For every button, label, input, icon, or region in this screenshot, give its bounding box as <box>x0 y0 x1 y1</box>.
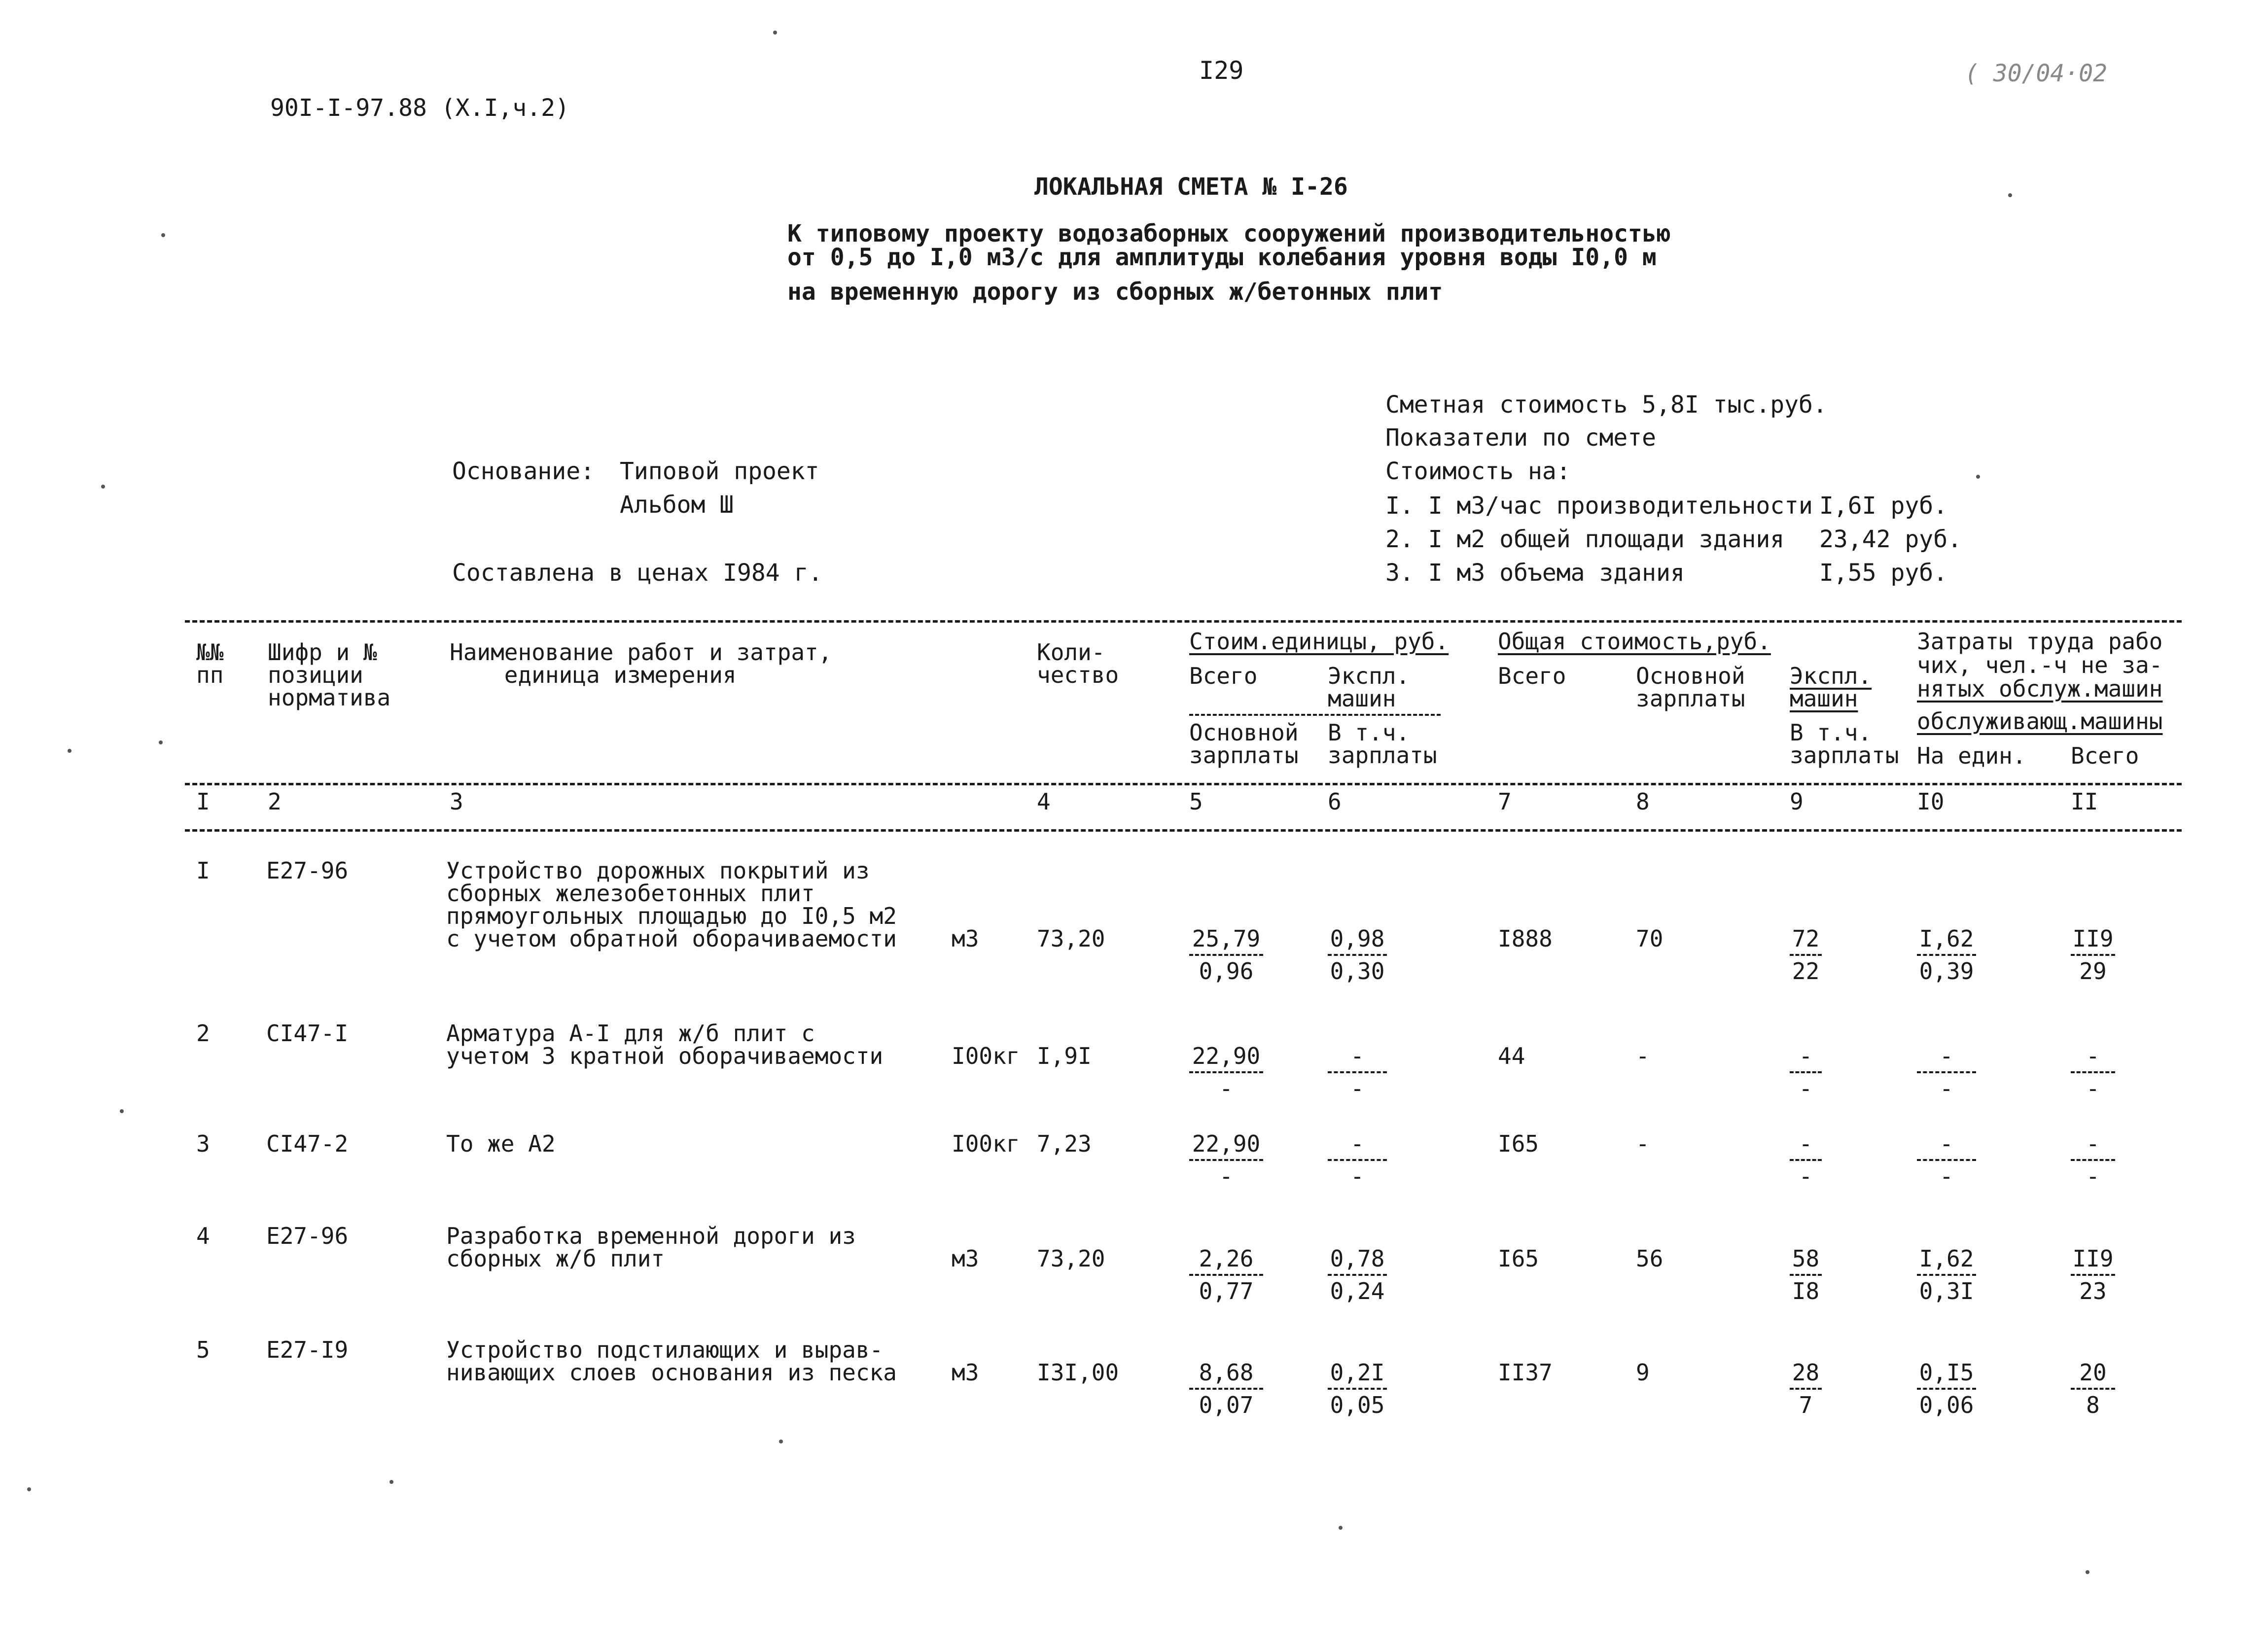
row-unit-total-top: 25,79 <box>1192 925 1261 952</box>
row-unit-machines-top: 0,98 <box>1330 925 1385 952</box>
scan-speck <box>68 749 71 753</box>
row-total-machines-top: 58 <box>1792 1245 1820 1272</box>
row-unit-machines-top: - <box>1350 1130 1364 1157</box>
scan-speck <box>159 740 163 744</box>
row-labor-per-unit-top: I,62 <box>1919 925 1974 952</box>
header-total-base-wage: Основной зарплаты <box>1636 663 1745 712</box>
basis-value-2: Альбом Ш <box>620 491 734 519</box>
col-number-11: II <box>2071 788 2098 815</box>
basis-label: Основание: <box>452 457 595 485</box>
fraction-rule <box>1790 954 1822 956</box>
fraction-rule <box>1917 1274 1976 1276</box>
scan-speck <box>779 1440 783 1443</box>
row-quantity: 73,20 <box>1037 925 1105 952</box>
row-total-cost: II37 <box>1498 1359 1553 1386</box>
row-labor-per-unit-top: - <box>1940 1043 1953 1069</box>
row-quantity: 73,20 <box>1037 1245 1105 1272</box>
row-work-name: Разработка временной дороги из сборных ж/б плит <box>446 1223 856 1272</box>
fraction-rule <box>1917 1071 1976 1073</box>
fraction-rule <box>1917 1159 1976 1161</box>
fraction-rule <box>2071 1159 2115 1161</box>
row-total-machines-bottom: 7 <box>1799 1392 1813 1418</box>
scan-speck <box>1976 475 1980 479</box>
header-total-total: Всего <box>1498 663 1566 689</box>
row-total-cost: I65 <box>1498 1245 1539 1272</box>
fraction-rule <box>1189 1388 1263 1390</box>
scan-speck <box>389 1480 393 1484</box>
header-unit-total: Всего <box>1189 663 1258 689</box>
estimated-cost: Сметная стоимость 5,8I тыс.руб. <box>1385 391 1827 419</box>
header-total-cost-group: Общая стоимость,руб. <box>1498 628 1771 655</box>
row-total-cost: 44 <box>1498 1043 1525 1069</box>
row-total-cost: I888 <box>1498 925 1553 952</box>
row-total-machines-top: 72 <box>1792 925 1820 952</box>
row-total-base-wage: 56 <box>1636 1245 1663 1272</box>
table-top-rule <box>185 620 2182 623</box>
row-labor-total-bottom: - <box>2086 1075 2100 1102</box>
scan-speck <box>773 31 777 35</box>
row-total-machines-bottom: I8 <box>1792 1278 1820 1304</box>
row-quantity: I,9I <box>1037 1043 1092 1069</box>
fraction-rule <box>1189 1274 1263 1276</box>
row-unit-machines-top: 0,2I <box>1330 1359 1385 1386</box>
row-total-machines-top: - <box>1799 1043 1813 1069</box>
scan-speck <box>120 1109 124 1113</box>
row-work-name: Устройство дорожных покрытий из сборных железобетонных плит прямоугольных площадью до I0,5 м2 с учетом обратной оборачиваемости <box>446 857 897 952</box>
row-labor-total-top: 20 <box>2079 1359 2107 1386</box>
row-unit: I00кг <box>952 1043 1020 1069</box>
header-total-machines: Экспл. машин <box>1790 663 1872 712</box>
header-labor-total: Всего <box>2071 742 2139 769</box>
row-labor-per-unit-top: I,62 <box>1919 1245 1974 1272</box>
fraction-rule <box>1328 1159 1387 1161</box>
header-labor-group-2: чих, чел.-ч не за- <box>1917 652 2163 678</box>
title-line-1: К типовому проекту водозаборных сооружений производительностью <box>787 220 1671 247</box>
column-numbers-rule <box>185 829 2182 832</box>
row-unit-machines-bottom: - <box>1350 1075 1364 1102</box>
indicator-1-label: I. I м3/час производительности <box>1385 492 1813 520</box>
row-unit-total-bottom: 0,07 <box>1199 1392 1254 1418</box>
row-number: 4 <box>196 1223 210 1249</box>
indicator-1-value: I,6I руб. <box>1819 492 1948 520</box>
fraction-rule <box>1790 1274 1822 1276</box>
row-quantity: 7,23 <box>1037 1130 1092 1157</box>
row-unit-machines-bottom: 0,24 <box>1330 1278 1385 1304</box>
cost-per-label: Стоимость на: <box>1385 457 1571 485</box>
header-name: Наименование работ и затрат, единица измерения <box>450 639 832 688</box>
document-code: 90I-I-97.88 (X.I,ч.2) <box>270 94 569 122</box>
indicator-3-value: I,55 руб. <box>1819 559 1948 587</box>
scan-speck <box>161 233 165 237</box>
col-number-4: 4 <box>1037 788 1051 815</box>
scan-speck <box>2008 193 2012 197</box>
header-num: №№ пп <box>196 639 224 688</box>
fraction-rule <box>2071 954 2115 956</box>
row-labor-total-bottom: 8 <box>2086 1392 2100 1418</box>
header-bottom-rule <box>185 783 2182 785</box>
row-norm-code: Е27-I9 <box>266 1336 349 1363</box>
fraction-rule <box>2071 1071 2115 1073</box>
header-total-incl-wage: В т.ч. зарплаты <box>1790 719 1899 769</box>
fraction-rule <box>1189 1159 1263 1161</box>
row-unit-total-top: 2,26 <box>1199 1245 1254 1272</box>
row-work-name: Арматура А-I для ж/б плит с учетом 3 кратной оборачиваемости <box>446 1020 884 1069</box>
row-number: I <box>196 857 210 884</box>
scan-speck <box>1339 1526 1343 1530</box>
row-labor-per-unit-bottom: 0,39 <box>1919 958 1974 984</box>
col-number-2: 2 <box>268 788 282 815</box>
row-unit: м3 <box>952 1245 979 1272</box>
row-norm-code: СI47-2 <box>266 1130 349 1157</box>
row-labor-per-unit-bottom: 0,3I <box>1919 1278 1974 1304</box>
col-number-7: 7 <box>1498 788 1512 815</box>
header-code: Шифр и № позиции норматива <box>268 639 391 711</box>
row-unit-machines-bottom: 0,05 <box>1330 1392 1385 1418</box>
header-unit-base-wage: Основной зарплаты <box>1189 719 1299 769</box>
row-labor-total-top: - <box>2086 1043 2100 1069</box>
row-unit: м3 <box>952 1359 979 1386</box>
row-quantity: I3I,00 <box>1037 1359 1119 1386</box>
row-total-cost: I65 <box>1498 1130 1539 1157</box>
row-unit-machines-bottom: - <box>1350 1163 1364 1190</box>
row-unit-machines-bottom: 0,30 <box>1330 958 1385 984</box>
row-unit-total-bottom: - <box>1219 1075 1233 1102</box>
row-labor-per-unit-top: 0,I5 <box>1919 1359 1974 1386</box>
header-labor-group-1: Затраты труда рабо <box>1917 628 2163 655</box>
col-number-8: 8 <box>1636 788 1650 815</box>
row-total-base-wage: - <box>1636 1043 1650 1069</box>
unit-cost-sub-rule <box>1189 714 1441 716</box>
col-number-5: 5 <box>1189 788 1203 815</box>
fraction-rule <box>2071 1274 2115 1276</box>
fraction-rule <box>1189 1071 1263 1073</box>
row-unit-machines-top: - <box>1350 1043 1364 1069</box>
header-qty: Коли- чество <box>1037 639 1119 688</box>
row-total-base-wage: - <box>1636 1130 1650 1157</box>
fraction-rule <box>1328 1274 1387 1276</box>
row-unit-total-top: 22,90 <box>1192 1130 1261 1157</box>
row-total-machines-top: - <box>1799 1130 1813 1157</box>
fraction-rule <box>1917 954 1976 956</box>
row-number: 5 <box>196 1336 210 1363</box>
row-labor-per-unit-bottom: - <box>1940 1075 1953 1102</box>
row-work-name: Устройство подстилающих и вырав- нивающих слоев основания из песка <box>446 1336 897 1386</box>
row-work-name: То же А2 <box>446 1130 556 1157</box>
col-number-1: I <box>196 788 210 815</box>
row-labor-per-unit-bottom: - <box>1940 1163 1953 1190</box>
row-norm-code: Е27-96 <box>266 857 349 884</box>
title-line-3: на временную дорогу из сборных ж/бетонных плит <box>787 278 1443 306</box>
row-labor-per-unit-top: - <box>1940 1130 1953 1157</box>
row-labor-total-bottom: 23 <box>2079 1278 2107 1304</box>
row-norm-code: Е27-96 <box>266 1223 349 1249</box>
row-unit-total-top: 8,68 <box>1199 1359 1254 1386</box>
prices-year: Составлена в ценах I984 г. <box>452 559 823 587</box>
fraction-rule <box>1189 954 1263 956</box>
row-labor-total-top: II9 <box>2072 925 2114 952</box>
row-total-machines-bottom: 22 <box>1792 958 1820 984</box>
col-number-3: 3 <box>450 788 463 815</box>
fraction-rule <box>1790 1388 1822 1390</box>
header-labor-group-3: нятых обслуж.машин <box>1917 675 2163 702</box>
row-labor-per-unit-bottom: 0,06 <box>1919 1392 1974 1418</box>
header-unit-machines: Экспл. машин <box>1328 663 1410 712</box>
row-number: 3 <box>196 1130 210 1157</box>
row-unit-total-top: 22,90 <box>1192 1043 1261 1069</box>
scan-speck <box>27 1487 31 1491</box>
fraction-rule <box>1328 954 1387 956</box>
row-unit: м3 <box>952 925 979 952</box>
row-total-base-wage: 70 <box>1636 925 1663 952</box>
row-total-machines-bottom: - <box>1799 1163 1813 1190</box>
handwritten-stamp: ( 30/04·02 <box>1965 60 2107 87</box>
title-line-2: от 0,5 до I,0 м3/с для амплитуды колебания уровня воды I0,0 м <box>787 244 1657 271</box>
row-total-machines-top: 28 <box>1792 1359 1820 1386</box>
indicator-3-label: 3. I м3 объема здания <box>1385 559 1685 587</box>
col-number-6: 6 <box>1328 788 1342 815</box>
row-labor-total-top: - <box>2086 1130 2100 1157</box>
row-total-machines-bottom: - <box>1799 1075 1813 1102</box>
row-unit-total-bottom: 0,77 <box>1199 1278 1254 1304</box>
col-number-10: I0 <box>1917 788 1945 815</box>
row-labor-total-bottom: 29 <box>2079 958 2107 984</box>
indicators-heading: Показатели по смете <box>1385 424 1657 452</box>
fraction-rule <box>1790 1159 1822 1161</box>
row-norm-code: СI47-I <box>266 1020 349 1047</box>
header-unit-incl-wage: В т.ч. зарплаты <box>1328 719 1437 769</box>
scan-speck <box>2086 1570 2089 1574</box>
col-number-9: 9 <box>1790 788 1804 815</box>
fraction-rule <box>1328 1388 1387 1390</box>
fraction-rule <box>1917 1388 1976 1390</box>
row-number: 2 <box>196 1020 210 1047</box>
fraction-rule <box>1328 1071 1387 1073</box>
scan-speck <box>101 485 105 489</box>
indicator-2-value: 23,42 руб. <box>1819 526 1962 553</box>
fraction-rule <box>2071 1388 2115 1390</box>
indicator-2-label: 2. I м2 общей площади здания <box>1385 526 1785 553</box>
row-total-base-wage: 9 <box>1636 1359 1650 1386</box>
row-labor-total-top: II9 <box>2072 1245 2114 1272</box>
row-unit: I00кг <box>952 1130 1020 1157</box>
row-unit-machines-top: 0,78 <box>1330 1245 1385 1272</box>
header-labor-service: обслуживающ.машины <box>1917 708 2163 735</box>
estimate-title: ЛОКАЛЬНАЯ СМЕТА № I-26 <box>1034 173 1348 201</box>
header-unit-cost-group: Стоим.единицы, руб. <box>1189 628 1449 655</box>
basis-value-1: Типовой проект <box>620 457 819 485</box>
header-labor-per-unit: На един. <box>1917 742 2026 769</box>
row-unit-total-bottom: 0,96 <box>1199 958 1254 984</box>
page-number: I29 <box>1199 56 1244 85</box>
row-unit-total-bottom: - <box>1219 1163 1233 1190</box>
row-labor-total-bottom: - <box>2086 1163 2100 1190</box>
fraction-rule <box>1790 1071 1822 1073</box>
